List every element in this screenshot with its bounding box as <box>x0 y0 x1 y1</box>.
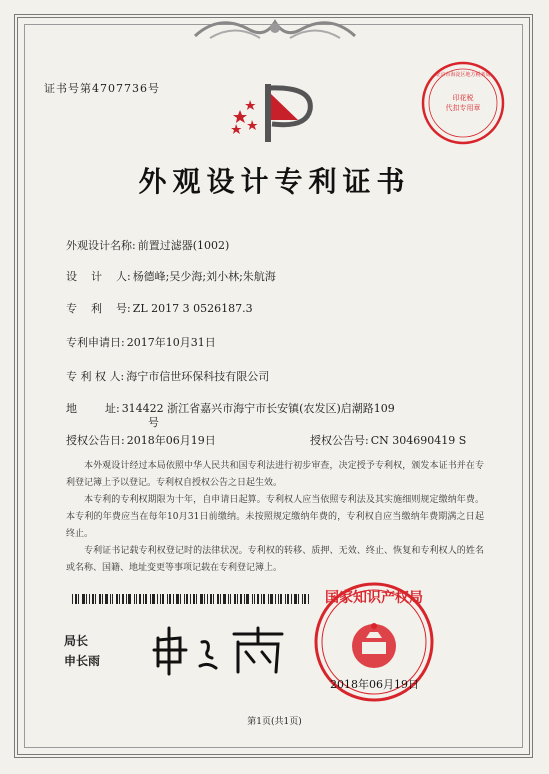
barcode <box>72 594 312 604</box>
paragraph-3: 专利证书记载专利权登记时的法律状况。专利权的转移、质押、无效、终止、恢复和专利权人的姓名或名称、国籍、地址变更等事项记载在专利登记簿上。 <box>66 546 484 573</box>
barcode-bar <box>180 594 181 604</box>
barcode-bar <box>72 594 73 604</box>
filing-date-value: 2017年10月31日 <box>126 336 216 349</box>
barcode-bar <box>92 594 94 604</box>
designer-value: 杨德峰;吴少海;刘小林;朱航海 <box>132 270 276 283</box>
tax-stamp <box>418 58 508 148</box>
svg-text:代扣专用章: 代扣专用章 <box>445 104 481 112</box>
patentee-value: 海宁市信世环保科技有限公司 <box>126 370 270 383</box>
barcode-bar <box>89 594 90 604</box>
design-name-row <box>66 237 229 253</box>
barcode-bar <box>207 594 208 604</box>
barcode-bar <box>110 594 111 604</box>
paragraph-1: 本外观设计经过本局依照中华人民共和国专利法进行初步审查，决定授予专利权，颁发本证书并在专利登记簿上予以登记。专利权自授权公告之日起生效。 <box>66 461 484 488</box>
barcode-bar <box>173 594 174 604</box>
barcode-bar <box>190 594 191 604</box>
barcode-bar <box>105 594 108 604</box>
certificate-number: 证书号第4707736号 <box>44 82 160 95</box>
barcode-bar <box>152 594 155 604</box>
barcode-bar <box>252 594 253 604</box>
barcode-bar <box>217 594 219 604</box>
barcode-bar <box>139 594 141 604</box>
designer-label: 设 计 人: <box>66 270 131 283</box>
barcode-bar <box>280 594 282 604</box>
barcode-bar <box>261 594 262 604</box>
barcode-bar <box>285 594 286 604</box>
barcode-bar <box>99 594 101 604</box>
barcode-bar <box>160 594 161 604</box>
barcode-bar <box>196 594 197 604</box>
grant-date-value: 2018年06月19日 <box>126 434 216 447</box>
barcode-bar <box>145 594 147 604</box>
barcode-bar <box>270 594 273 604</box>
paragraph-2: 本专利的专利权期限为十年，自申请日起算。专利权人应当依照专利法及其实施细则规定缴纳年费。本专利的年费应当在每年10月31日前缴纳。未按照规定缴纳年费的，专利权自应当缴纳年费期满之日起终止。 <box>66 495 484 539</box>
address-continuation: 号 <box>148 416 159 429</box>
design-name-label: 外观设计名称: <box>66 239 136 252</box>
barcode-bar <box>193 594 195 604</box>
tax-stamp-text: 印花税 <box>452 94 474 102</box>
barcode-bar <box>126 594 127 604</box>
barcode-bar <box>223 594 226 604</box>
design-name-value: 前置过滤器(1002) <box>137 239 230 252</box>
barcode-bar <box>184 594 185 604</box>
barcode-bar <box>116 594 118 604</box>
barcode-bar <box>275 594 276 604</box>
top-ornament <box>190 8 360 48</box>
barcode-bar <box>119 594 120 604</box>
barcode-bar <box>268 594 269 604</box>
address-value: 314422 浙江省嘉兴市海宁市长安镇(农发区)启潮路109 <box>121 402 395 415</box>
director-signature <box>150 622 290 678</box>
grant-date-label: 授权公告日: <box>66 434 125 447</box>
barcode-bar <box>136 594 137 604</box>
barcode-bar <box>86 594 87 604</box>
patent-office-logo <box>228 80 322 146</box>
barcode-bar <box>134 594 135 604</box>
designer-row <box>66 268 276 284</box>
barcode-bar <box>167 594 168 604</box>
director-name-label: 申长雨 <box>64 654 101 668</box>
barcode-bar <box>186 594 188 604</box>
grant-seal-date: 2018年06月19日 <box>330 678 419 691</box>
filing-date-label: 专利申请日: <box>66 336 125 349</box>
barcode-bar <box>157 594 158 604</box>
barcode-bar <box>257 594 259 604</box>
publication-no-value: CN 304690419 S <box>370 434 467 447</box>
patentee-row <box>66 368 269 384</box>
address-row <box>66 400 395 416</box>
barcode-bar <box>200 594 203 604</box>
barcode-bar <box>102 594 103 604</box>
barcode-bar <box>308 594 309 604</box>
barcode-bar <box>246 594 249 604</box>
director-title-label: 局长 <box>64 634 89 648</box>
filing-date-row <box>66 334 216 350</box>
patent-no-value: ZL 2017 3 0526187.3 <box>132 302 253 315</box>
address-label: 地 址: <box>66 402 120 415</box>
barcode-bar <box>112 594 113 604</box>
barcode-bar <box>254 594 255 604</box>
barcode-bar <box>291 594 292 604</box>
barcode-bar <box>228 594 229 604</box>
barcode-bar <box>263 594 265 604</box>
barcode-bar <box>162 594 164 604</box>
barcode-bar <box>240 594 242 604</box>
barcode-bar <box>302 594 303 604</box>
barcode-bar <box>237 594 238 604</box>
barcode-bar <box>176 594 179 604</box>
barcode-bar <box>82 594 85 604</box>
barcode-bar <box>294 594 297 604</box>
barcode-bar <box>143 594 144 604</box>
barcode-bar <box>75 594 77 604</box>
barcode-bar <box>128 594 131 604</box>
certificate-title: 外观设计专利证书 <box>138 165 411 198</box>
grant-date-row <box>66 432 216 448</box>
tax-stamp-org: 北京市海淀区地方税务局 <box>435 72 491 78</box>
barcode-bar <box>150 594 151 604</box>
barcode-bar <box>220 594 221 604</box>
barcode-bar <box>298 594 299 604</box>
seal-text: 国家知识产权局 <box>325 590 423 606</box>
patentee-label: 专 利 权 人: <box>66 370 125 383</box>
barcode-bar <box>122 594 124 604</box>
barcode-bar <box>304 594 306 604</box>
barcode-bar <box>244 594 245 604</box>
barcode-bar <box>210 594 212 604</box>
page-number: 第1页(共1页) <box>247 717 302 727</box>
barcode-bar <box>95 594 96 604</box>
barcode-bar <box>230 594 231 604</box>
barcode-bar <box>287 594 289 604</box>
barcode-bar <box>204 594 205 604</box>
barcode-bar <box>234 594 236 604</box>
barcode-bar <box>213 594 214 604</box>
barcode-bar <box>169 594 171 604</box>
barcode-bar <box>78 594 79 604</box>
publication-no-label: 授权公告号: <box>310 434 369 447</box>
patent-no-label: 专 利 号: <box>66 302 131 315</box>
barcode-bar <box>278 594 279 604</box>
patent-no-row <box>66 300 253 316</box>
publication-no-row <box>310 432 466 448</box>
